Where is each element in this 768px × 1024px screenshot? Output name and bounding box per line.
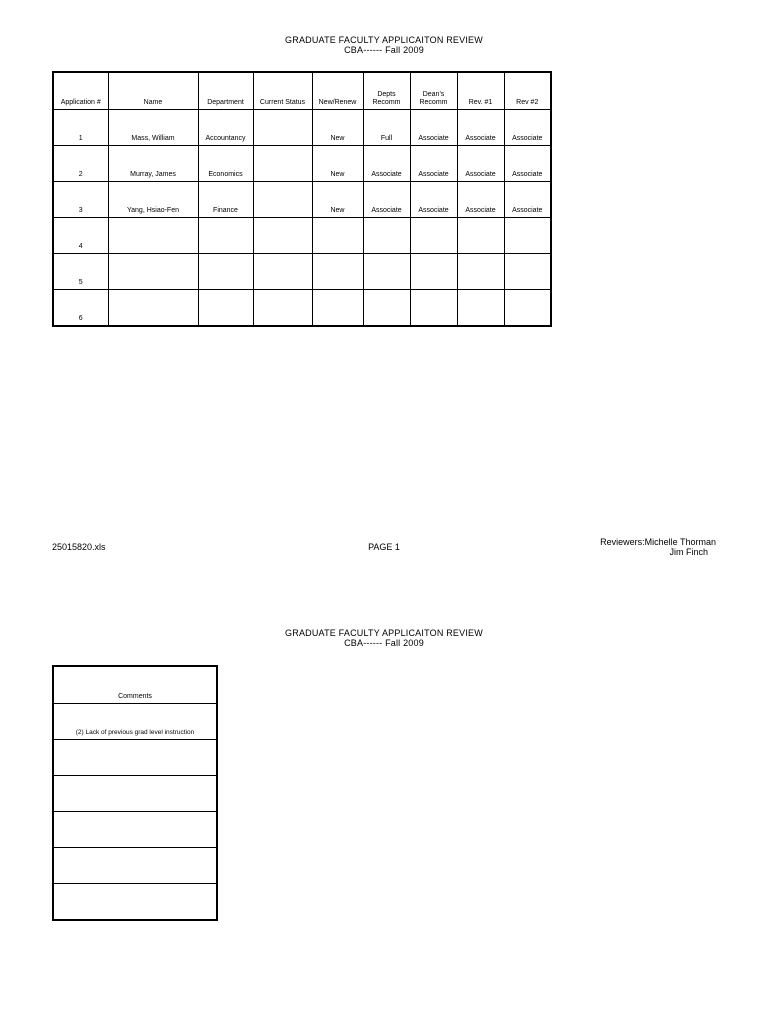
cell-deans-recomm: Associate (410, 182, 457, 218)
cell-department (198, 290, 253, 327)
cell-rev1 (457, 254, 504, 290)
footer-page-number: PAGE 1 (368, 542, 400, 552)
cell-rev1: Associate (457, 110, 504, 146)
cell-department (198, 218, 253, 254)
column-header: Rev. #1 (457, 72, 504, 110)
cell-department: Finance (198, 182, 253, 218)
cell-status (253, 290, 312, 327)
cell-rev2 (504, 254, 551, 290)
cell-status (253, 218, 312, 254)
table-row (53, 776, 217, 812)
table-row (53, 884, 217, 921)
table-header-row (53, 666, 217, 704)
page1-title-block (0, 35, 768, 55)
cell-name: Yang, Hsiao-Fen (108, 182, 198, 218)
cell-status (253, 182, 312, 218)
table-row (53, 218, 551, 254)
table-row (53, 254, 551, 290)
table-row (53, 290, 551, 327)
table-row (53, 110, 551, 146)
cell-depts-recomm: Full (363, 110, 410, 146)
cell-new-renew (312, 290, 363, 327)
cell-new-renew: New (312, 110, 363, 146)
comment-cell (53, 848, 217, 884)
column-header: Rev #2 (504, 72, 551, 110)
table-row (53, 848, 217, 884)
table-row (53, 740, 217, 776)
comment-cell (53, 884, 217, 921)
comment-cell (53, 776, 217, 812)
cell-department (198, 254, 253, 290)
cell-name (108, 290, 198, 327)
footer-filename: 25015820.xls (52, 542, 106, 552)
reviewers-line-2: Jim Finch (669, 547, 708, 557)
cell-name (108, 254, 198, 290)
cell-department: Economics (198, 146, 253, 182)
cell-status (253, 254, 312, 290)
cell-app-num: 2 (53, 146, 108, 182)
cell-rev2 (504, 290, 551, 327)
table-row (53, 704, 217, 740)
page1-title: GRADUATE FACULTY APPLICAITON REVIEW (285, 35, 483, 45)
cell-deans-recomm: Associate (410, 110, 457, 146)
page2-title: GRADUATE FACULTY APPLICAITON REVIEW (285, 628, 483, 638)
table-header-row (53, 72, 551, 110)
comment-cell: (2) Lack of previous grad level instruction (53, 704, 217, 740)
cell-rev2: Associate (504, 110, 551, 146)
cell-deans-recomm (410, 254, 457, 290)
cell-depts-recomm (363, 254, 410, 290)
cell-name: Murray, James (108, 146, 198, 182)
comment-cell (53, 740, 217, 776)
cell-status (253, 146, 312, 182)
cell-name (108, 218, 198, 254)
cell-app-num: 4 (53, 218, 108, 254)
cell-deans-recomm (410, 290, 457, 327)
cell-rev1: Associate (457, 146, 504, 182)
cell-new-renew (312, 218, 363, 254)
cell-rev2: Associate (504, 146, 551, 182)
reviewers-line-1: Reviewers:Michelle Thorman (600, 537, 716, 547)
table-row (53, 812, 217, 848)
cell-new-renew: New (312, 182, 363, 218)
cell-app-num: 5 (53, 254, 108, 290)
cell-rev1 (457, 290, 504, 327)
column-header: Dean's Recomm (410, 72, 457, 110)
column-header: Depts Recomm (363, 72, 410, 110)
comments-header: Comments (53, 666, 217, 704)
cell-app-num: 3 (53, 182, 108, 218)
cell-rev1 (457, 218, 504, 254)
cell-rev2: Associate (504, 182, 551, 218)
table-row (53, 182, 551, 218)
column-header: New/Renew (312, 72, 363, 110)
application-review-table (52, 71, 552, 327)
page2-title-block (0, 628, 768, 648)
page1-subtitle: CBA------ Fall 2009 (344, 45, 424, 55)
column-header: Department (198, 72, 253, 110)
comment-cell (53, 812, 217, 848)
cell-status (253, 110, 312, 146)
cell-app-num: 1 (53, 110, 108, 146)
comments-table (52, 665, 218, 921)
page2-subtitle: CBA------ Fall 2009 (344, 638, 424, 648)
cell-deans-recomm: Associate (410, 146, 457, 182)
cell-app-num: 6 (53, 290, 108, 327)
cell-new-renew: New (312, 146, 363, 182)
cell-rev2 (504, 218, 551, 254)
cell-deans-recomm (410, 218, 457, 254)
footer-reviewers (560, 537, 716, 557)
cell-depts-recomm: Associate (363, 182, 410, 218)
cell-department: Accountancy (198, 110, 253, 146)
cell-name: Mass, William (108, 110, 198, 146)
column-header: Current Status (253, 72, 312, 110)
column-header: Application # (53, 72, 108, 110)
cell-depts-recomm (363, 290, 410, 327)
cell-depts-recomm: Associate (363, 146, 410, 182)
cell-rev1: Associate (457, 182, 504, 218)
column-header: Name (108, 72, 198, 110)
cell-depts-recomm (363, 218, 410, 254)
cell-new-renew (312, 254, 363, 290)
table-row (53, 146, 551, 182)
